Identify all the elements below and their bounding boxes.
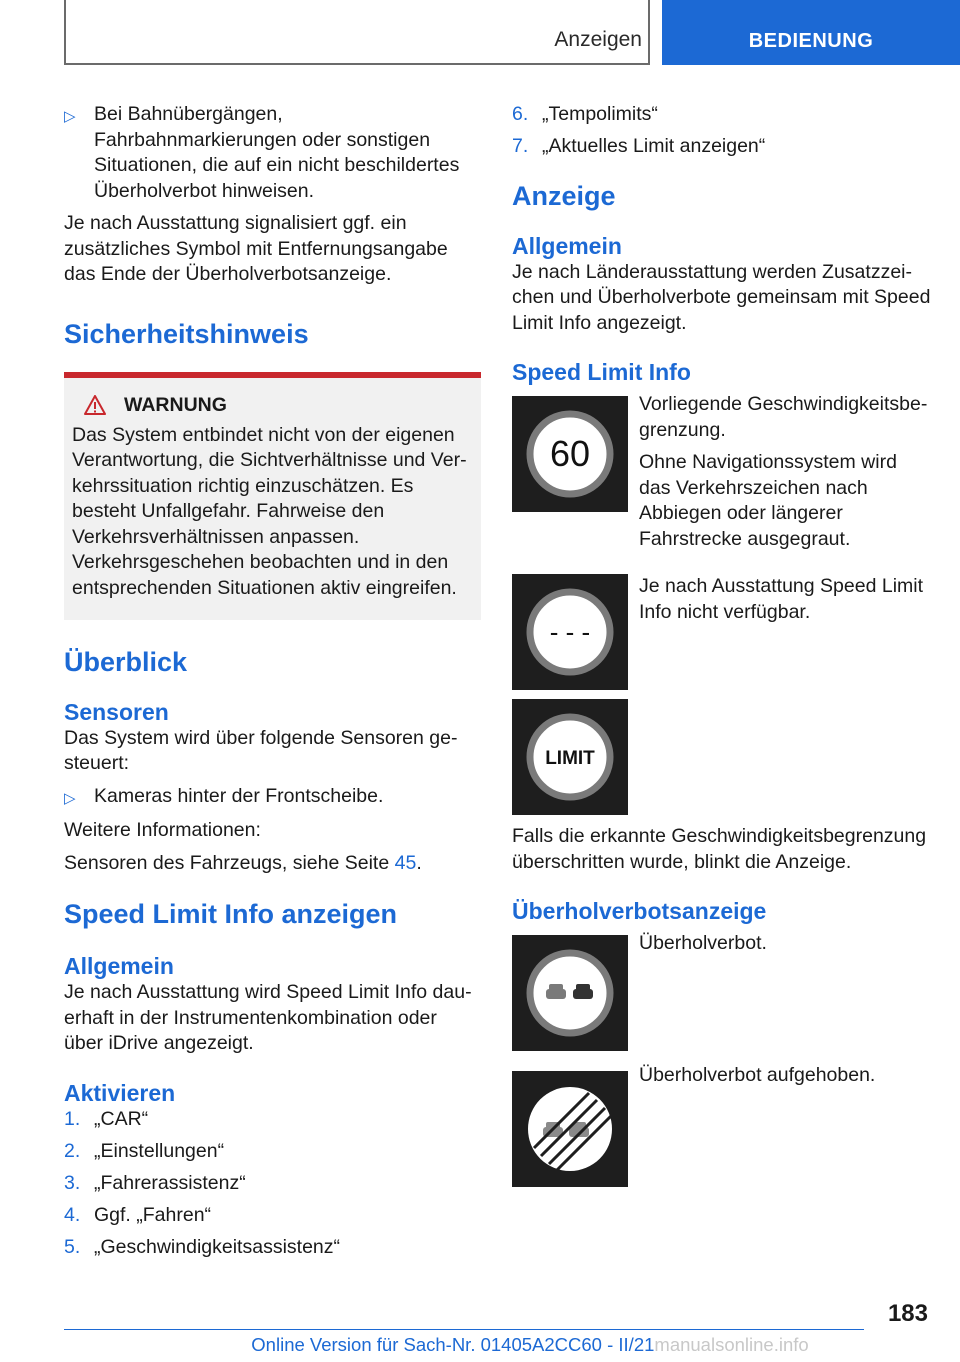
sign-limit-label: LIMIT [545, 748, 595, 769]
header-chapter-tab: BEDIENUNG [662, 0, 960, 65]
right-column [512, 102, 932, 1193]
sign-60-block: 60 Vorliegende Geschwindigkeitsbegrenzung. Ohne Navigationssystem wird das Verkehrszeichen nach Abbiegen oder längerer Fahrstrecke ausgegraut. [512, 392, 932, 552]
heading-display: Anzeige [512, 180, 616, 211]
header-section-title: Anzeigen [554, 28, 642, 51]
list-item: 6. „Tempolimits“ [512, 103, 658, 125]
no-passing-icon [512, 935, 628, 1051]
step-list [64, 1107, 481, 1261]
warning-text: Das System entbindet nicht von der eigenen Verantwortung, die Sichtverhältnisse und Verkehrssituation richtig einzuschätzen. Es besteht Unfallgefahr. Fahrweise den Verkehrsverhältnissen anpassen. Verkehrsgeschehen beobachten und in den entsprechenden Situationen aktiv eingreifen. [72, 423, 467, 600]
sign-dash-block: - - - Je nach Ausstattung Speed Limit Info nicht verfügbar. LIMIT [512, 574, 932, 814]
page-number: 183 [887, 1300, 928, 1327]
warning-title: WARNUNG [72, 394, 473, 417]
speed-limit-60-icon [512, 396, 628, 512]
paragraph: Falls die erkannte Geschwindigkeitsbegrenzung überschritten wurde, blinkt die Anzeige. [512, 825, 927, 873]
page-link[interactable]: 45 [394, 851, 417, 874]
heading-no-passing: Überholverbotsanzeige [512, 898, 767, 924]
list-item: 7. „Aktuelles Limit anzeigen“ [512, 135, 766, 157]
paragraph: Je nach Ausstattung signalisiert ggf. ein zusätzliches Symbol mit Entfernungsangabe das Ende der Überholverbotsanzeige. [64, 212, 448, 285]
heading-general: Allgemein [64, 953, 174, 980]
paragraph: Je nach Ausstattung wird Speed Limit Info dauerhaft in der Instrumentenkombination oder über iDrive angezeigt. [64, 981, 472, 1055]
paragraph: Je nach Länderausstattung werden Zusatzzeichen und Überholverbote gemeinsam mit Speed Limit Info angezeigt. [512, 260, 931, 334]
warning-box [64, 372, 481, 620]
paragraph: Das System wird über folgende Sensoren gesteuert: [64, 726, 458, 775]
bullet-item: ▷ Kameras hinter der Frontscheibe. [64, 784, 481, 812]
no-passing-end-icon [512, 1071, 628, 1187]
left-column [64, 102, 481, 1267]
sign-dash-label: - - - [549, 617, 591, 647]
no-passing-block: Überholverbot. Überholverbot aufgehoben. [512, 931, 932, 1193]
triangle-bullet-icon: ▷ [64, 789, 76, 807]
watermark: manualsonline.info [654, 1334, 809, 1355]
list-item: 4. Ggf. „Fahren“ [64, 1203, 212, 1226]
list-item: 2. „Einstellungen“ [64, 1139, 225, 1162]
heading-speed-limit-info: Speed Limit Info [512, 359, 691, 385]
sign-60-description: Ohne Navigationssystem wird das Verkehrszeichen nach Abbiegen oder längerer Fahrstrecke ausgegraut. [639, 451, 897, 550]
footer-divider [64, 1329, 864, 1330]
speed-limit-unavailable-icon [512, 574, 628, 690]
speed-limit-limit-icon [512, 699, 628, 815]
heading-sensors: Sensoren [64, 698, 169, 725]
heading-safety: Sicherheitshinweis [64, 318, 309, 349]
cross-reference: Sensoren des Fahrzeugs, siehe Seite 45. [64, 851, 422, 874]
heading-activate: Aktivieren [64, 1079, 176, 1106]
list-item: 5. „Geschwindigkeitsassistenz“ [64, 1235, 341, 1258]
heading-general: Allgemein [512, 232, 622, 259]
heading-show-sli: Speed Limit Info anzeigen [64, 899, 398, 930]
list-item: 3. „Fahrerassistenz“ [64, 1171, 246, 1194]
warning-triangle-icon [84, 395, 106, 415]
footer [0, 1334, 960, 1356]
footer-text: Online Version für Sach-Nr. 01405A2CC60 - II/21 [251, 1334, 655, 1355]
heading-overview: Überblick [64, 646, 188, 677]
paragraph: Weitere Informationen: [64, 819, 261, 842]
list-item: 1. „CAR“ [64, 1107, 149, 1130]
sign-60-label: 60 [549, 433, 591, 474]
triangle-bullet-icon: ▷ [64, 108, 76, 125]
bullet-item: ▷ Bei Bahnübergängen, Fahrbahnmarkierungen oder sonstigen Situationen, die auf ein nicht beschildertes Überholverbot hinweisen. [64, 102, 481, 204]
